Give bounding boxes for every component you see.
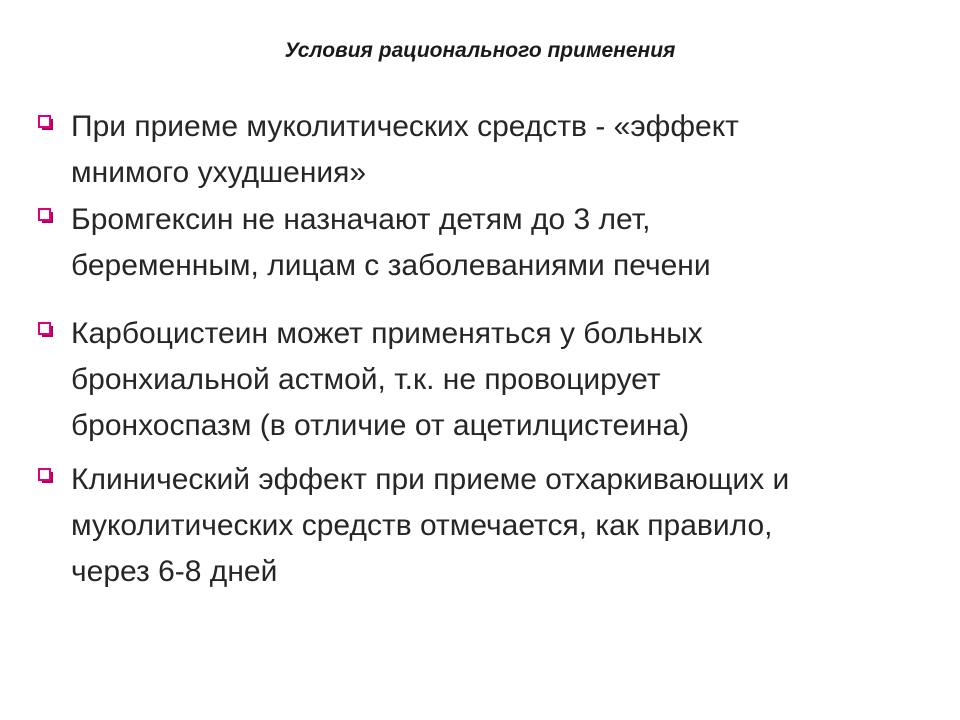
bullet-text: [71, 311, 911, 449]
bullet-line: При приеме муколитических средств - «эффект: [71, 110, 739, 143]
bullet-line: Клинический эффект при приеме отхаркивающих и: [71, 463, 790, 496]
bullet-line: бронхиальной астмой, т.к. не провоцирует: [71, 363, 661, 396]
hollow-square-checkbox-icon: [38, 208, 54, 224]
bullet-text: [71, 457, 911, 595]
bullet-text: [71, 197, 911, 289]
slide-title: Условия рационального применения: [284, 39, 676, 62]
hollow-square-checkbox-icon: [38, 468, 54, 484]
hollow-square-checkbox-icon: [38, 322, 54, 338]
hollow-square-checkbox-icon: [38, 115, 54, 131]
bullet-line: муколитических средств отмечается, как правило,: [71, 509, 773, 542]
bullet-line: Бромгексин не назначают детям до 3 лет,: [71, 203, 651, 236]
bullet-line: беременным, лицам с заболеваниями печени: [71, 249, 711, 282]
bullet-line: мнимого ухудшения»: [71, 156, 367, 189]
bullet-line: через 6-8 дней: [71, 555, 278, 588]
bullet-line: Карбоцистеин может применяться у больных: [71, 317, 703, 350]
bullet-text: [71, 104, 911, 196]
bullet-line: бронхоспазм (в отличие от ацетилцистеина): [71, 409, 690, 442]
